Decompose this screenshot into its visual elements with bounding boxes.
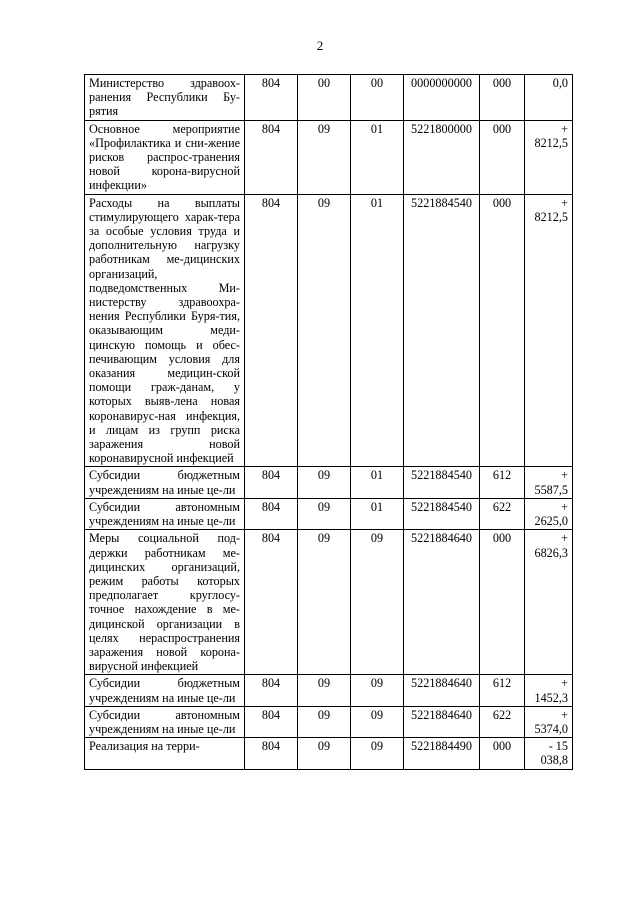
subsection-code: 01 [351, 194, 404, 467]
grbs-code: 804 [245, 467, 298, 498]
section-code: 09 [298, 120, 351, 194]
table-row [85, 530, 573, 675]
grbs-code: 804 [245, 706, 298, 737]
target-article-code: 0000000000 [404, 75, 480, 121]
grbs-code: 804 [245, 75, 298, 121]
expense-type-code: 612 [480, 467, 525, 498]
subsection-code: 09 [351, 738, 404, 769]
row-name: Субсидии бюджетным учреждениям на иные це-ли [85, 467, 245, 498]
target-article-code: 5221800000 [404, 120, 480, 194]
row-name: Меры социальной под-держки работникам ме-дицинских организаций, режим работы которых предполагает круглосу-точное нахождение в ме-дицинской организации в целях нераспространения заражения новой корона-вирусной инфекцией [85, 530, 245, 675]
target-article-code: 5221884640 [404, 675, 480, 706]
expense-type-code: 000 [480, 738, 525, 769]
section-code: 09 [298, 467, 351, 498]
grbs-code: 804 [245, 530, 298, 675]
grbs-code: 804 [245, 120, 298, 194]
section-code: 09 [298, 498, 351, 529]
row-name: Министерство здравоох-ранения Республики Бу-рятия [85, 75, 245, 121]
table-row [85, 467, 573, 498]
subsection-code: 09 [351, 530, 404, 675]
amount: + 6826,3 [525, 530, 573, 675]
row-name: Субсидии автономным учреждениям на иные це-ли [85, 706, 245, 737]
table-row [85, 498, 573, 529]
section-code: 09 [298, 675, 351, 706]
row-name: Субсидии автономным учреждениям на иные це-ли [85, 498, 245, 529]
table-row [85, 120, 573, 194]
table-row [85, 738, 573, 769]
expense-type-code: 000 [480, 530, 525, 675]
grbs-code: 804 [245, 194, 298, 467]
target-article-code: 5221884640 [404, 530, 480, 675]
subsection-code: 01 [351, 120, 404, 194]
subsection-code: 01 [351, 498, 404, 529]
budget-table [84, 74, 573, 770]
grbs-code: 804 [245, 498, 298, 529]
expense-type-code: 000 [480, 75, 525, 121]
target-article-code: 5221884490 [404, 738, 480, 769]
expense-type-code: 000 [480, 194, 525, 467]
amount: + 8212,5 [525, 194, 573, 467]
expense-type-code: 612 [480, 675, 525, 706]
target-article-code: 5221884640 [404, 706, 480, 737]
amount: + 5374,0 [525, 706, 573, 737]
row-name: Субсидии бюджетным учреждениям на иные це-ли [85, 675, 245, 706]
amount: + 5587,5 [525, 467, 573, 498]
target-article-code: 5221884540 [404, 498, 480, 529]
row-name: Реализация на терри- [85, 738, 245, 769]
subsection-code: 09 [351, 675, 404, 706]
target-article-code: 5221884540 [404, 467, 480, 498]
section-code: 09 [298, 738, 351, 769]
grbs-code: 804 [245, 738, 298, 769]
amount: + 8212,5 [525, 120, 573, 194]
subsection-code: 01 [351, 467, 404, 498]
section-code: 09 [298, 194, 351, 467]
expense-type-code: 622 [480, 706, 525, 737]
page-number: 2 [316, 38, 324, 53]
table-row [85, 675, 573, 706]
amount: + 2625,0 [525, 498, 573, 529]
grbs-code: 804 [245, 675, 298, 706]
expense-type-code: 622 [480, 498, 525, 529]
table-row [85, 706, 573, 737]
expense-type-code: 000 [480, 120, 525, 194]
row-name: Расходы на выплаты стимулирующего харак-тера за особые условия труда и дополнительную нагрузку работникам ме-дицинских организаций, подведомственных Ми-нистерству здравоохра-нения Республики Буря-тия, оказывающим меди-цинскую помощь и обес-печивающим условия для оказания медицин-ской помощи граж-данам, у которых выяв-лена новая коронавирус-ная инфекция, и лицам из групп риска заражения новой коронавирусной инфекцией [85, 194, 245, 467]
target-article-code: 5221884540 [404, 194, 480, 467]
amount: + 1452,3 [525, 675, 573, 706]
section-code: 09 [298, 706, 351, 737]
amount: - 15 038,8 [525, 738, 573, 769]
subsection-code: 09 [351, 706, 404, 737]
section-code: 00 [298, 75, 351, 121]
amount: 0,0 [525, 75, 573, 121]
table-row [85, 194, 573, 467]
row-name: Основное мероприятие «Профилактика и сни-жение рисков распрос-транения новой корона-вирусной инфекции» [85, 120, 245, 194]
table-row [85, 75, 573, 121]
section-code: 09 [298, 530, 351, 675]
subsection-code: 00 [351, 75, 404, 121]
